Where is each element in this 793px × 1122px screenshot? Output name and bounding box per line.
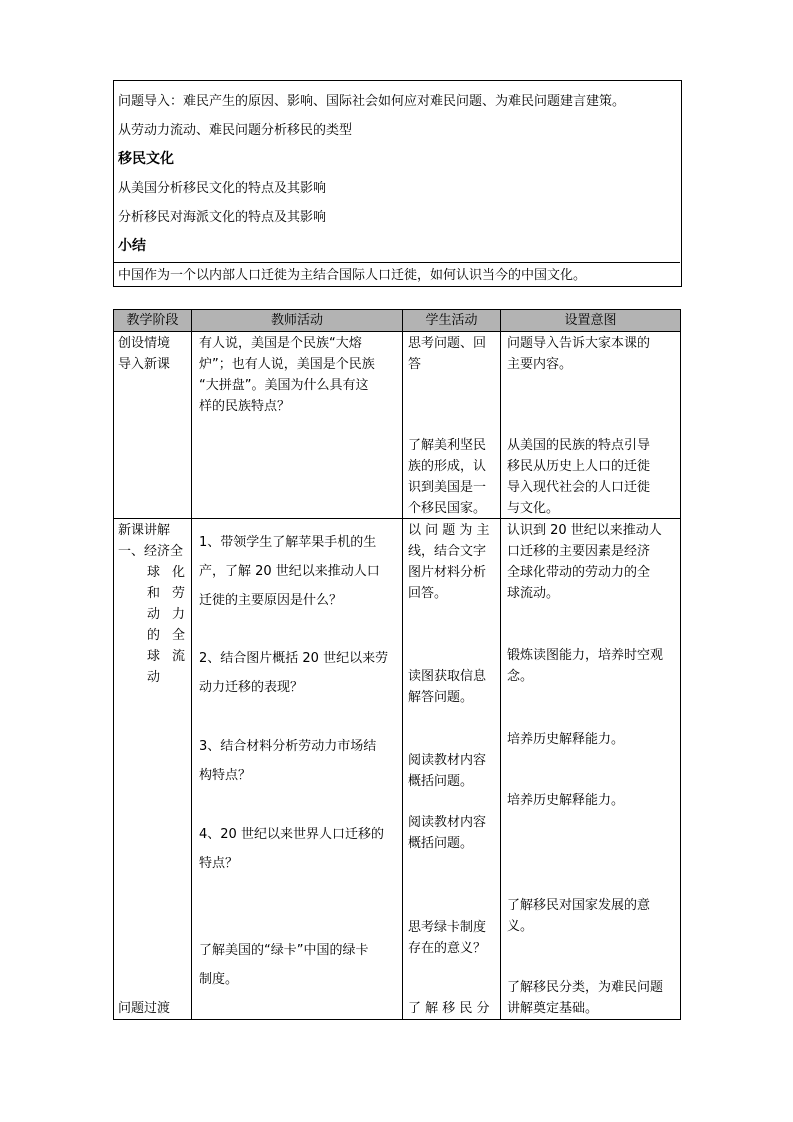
student-cell: 答	[408, 357, 422, 372]
teacher-cell: “大拼盘”。美国为什么具有这	[199, 378, 369, 393]
stage-cell: 动	[147, 670, 161, 685]
teacher-cell: 了解美国的“绿卡”中国的绿卡	[199, 943, 369, 958]
intent-cell: 认识到 20 世纪以来推动人	[507, 523, 662, 538]
student-cell: 回答。	[408, 586, 448, 601]
student-cell: 图片材料分析	[408, 565, 487, 580]
section-heading-migrant-culture: 移民文化	[118, 151, 174, 167]
intent-cell: 培养历史解释能力。	[507, 793, 625, 808]
intent-cell: 了解移民分类，为难民问题	[507, 980, 664, 995]
intent-cell: 全球化带动的劳动力的全	[507, 565, 651, 580]
intent-cell: 球流动。	[507, 586, 560, 601]
student-cell: 了 解 移 民 分	[408, 1001, 490, 1016]
teacher-cell: 有人说，美国是个民族“大熔	[199, 336, 362, 351]
teacher-cell: 特点？	[199, 856, 239, 871]
stage-cell: 流	[172, 649, 186, 664]
header-stage: 教学阶段	[126, 313, 179, 328]
stage-cell: 一、经济全	[118, 544, 184, 559]
student-cell: 个移民国家。	[408, 501, 487, 516]
student-cell: 概括问题。	[408, 836, 474, 851]
student-cell: 线，结合文字	[408, 544, 487, 559]
intro-line-haipai-culture: 分析移民对海派文化的特点及其影响	[118, 210, 327, 225]
intro-line-types: 从劳动力流动、难民问题分析移民的类型	[118, 123, 353, 138]
teacher-cell: 4、20 世纪以来世界人口迁移的	[199, 827, 384, 842]
intent-cell: 主要内容。	[507, 357, 573, 372]
section-heading-summary: 小结	[118, 238, 146, 254]
stage-cell: 的	[147, 628, 161, 643]
student-cell: 阅读教材内容	[408, 753, 487, 768]
student-cell: 思考绿卡制度	[408, 920, 487, 935]
student-cell: 概括问题。	[408, 774, 474, 789]
intent-cell: 口迁移的主要因素是经济	[507, 544, 651, 559]
intent-cell: 义。	[507, 919, 534, 934]
stage-cell: 创设情境	[118, 336, 171, 351]
stage-cell: 球	[147, 565, 161, 580]
student-cell: 阅读教材内容	[408, 815, 487, 830]
intro-line-question: 问题导入：难民产生的原因、影响、国际社会如何应对难民问题、为难民问题建言建策。	[118, 94, 626, 109]
stage-cell: 球	[147, 649, 161, 664]
intent-cell: 问题导入告诉大家本课的	[507, 336, 651, 351]
teacher-cell: 构特点？	[199, 768, 252, 783]
teacher-cell: 1、带领学生了解苹果手机的生	[199, 535, 377, 550]
teacher-cell: 迁徙的主要原因是什么？	[199, 593, 343, 608]
intent-cell: 讲解奠定基础。	[507, 1001, 599, 1016]
student-cell: 读图获取信息	[408, 669, 487, 684]
teacher-cell: 动力迁移的表现？	[199, 680, 304, 695]
teacher-cell: 产，了解 20 世纪以来推动人口	[199, 564, 380, 579]
header-design-intent: 设置意图	[564, 313, 617, 328]
stage-cell: 问题过渡	[118, 1001, 171, 1016]
teacher-cell: 2、结合图片概括 20 世纪以来劳	[199, 651, 389, 666]
intent-cell: 从美国的民族的特点引导	[507, 438, 651, 453]
stage-cell: 全	[172, 628, 186, 643]
intro-divider	[114, 262, 680, 263]
stage-cell: 新课讲解	[118, 523, 171, 538]
header-teacher-activity: 教师活动	[270, 313, 323, 328]
header-student-activity: 学生活动	[425, 313, 478, 328]
student-cell: 了解美利坚民	[408, 438, 487, 453]
student-cell: 识到美国是一	[408, 480, 487, 495]
stage-cell: 化	[172, 565, 186, 580]
student-cell: 族的形成，认	[408, 459, 487, 474]
teacher-cell: 3、结合材料分析劳动力市场结	[199, 739, 377, 754]
intent-cell: 了解移民对国家发展的意	[507, 898, 651, 913]
intro-line-conclusion: 中国作为一个以内部人口迁徙为主结合国际人口迁徙，如何认识当今的中国文化。	[118, 268, 587, 283]
teacher-cell: 制度。	[199, 972, 239, 987]
student-cell: 思考问题、回	[408, 336, 487, 351]
student-cell: 以 问 题 为 主	[408, 523, 490, 538]
intro-line-us-culture: 从美国分析移民文化的特点及其影响	[118, 181, 327, 196]
intent-cell: 与文化。	[507, 501, 560, 516]
stage-cell: 动	[147, 607, 161, 622]
student-cell: 存在的意义？	[408, 941, 487, 956]
stage-cell: 和	[147, 586, 161, 601]
stage-cell: 劳	[172, 586, 186, 601]
student-cell: 解答问题。	[408, 690, 474, 705]
stage-cell: 导入新课	[118, 357, 171, 372]
teacher-cell: 炉”；也有人说，美国是个民族	[199, 357, 375, 372]
intent-cell: 锻炼读图能力，培养时空观	[507, 648, 664, 663]
intent-cell: 培养历史解释能力。	[507, 732, 625, 747]
intent-cell: 移民从历史上人口的迁徙	[507, 459, 651, 474]
intent-cell: 念。	[507, 669, 534, 684]
intent-cell: 导入现代社会的人口迁徙	[507, 480, 651, 495]
stage-cell: 力	[172, 607, 186, 622]
teacher-cell: 样的民族特点？	[199, 399, 291, 414]
